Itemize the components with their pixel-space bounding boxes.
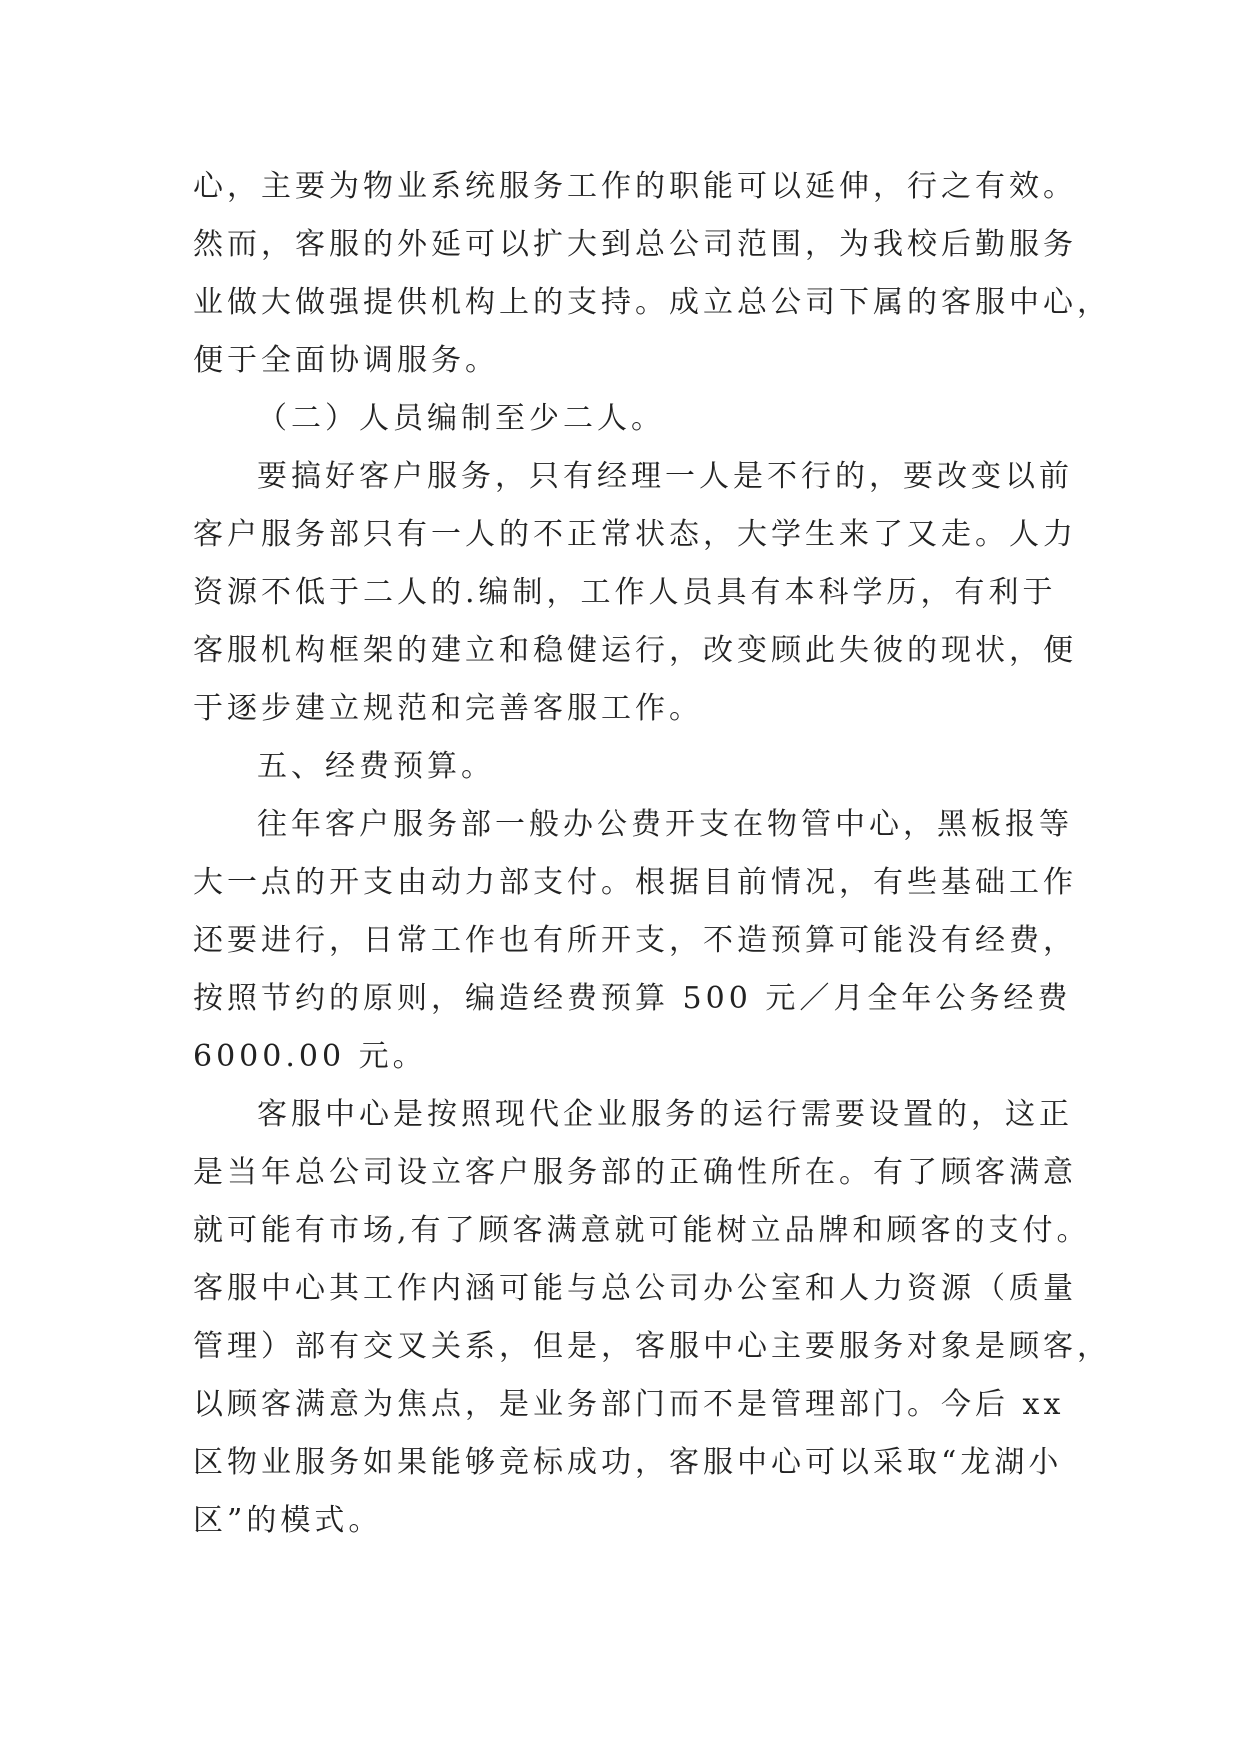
text-line: 客服中心是按照现代企业服务的运行需要设置的，这正 bbox=[257, 1097, 1073, 1132]
text-line: 大一点的开支由动力部支付。根据目前情况，有些基础工作 bbox=[193, 865, 1077, 900]
text-line: 心，主要为物业系统服务工作的职能可以延伸，行之有效。 bbox=[193, 169, 1077, 204]
text-line: 客服中心其工作内涵可能与总公司办公室和人力资源（质量 bbox=[193, 1271, 1077, 1306]
body-text bbox=[193, 158, 1111, 1550]
text-line: 还要进行，日常工作也有所开支，不造预算可能没有经费， bbox=[193, 923, 1077, 958]
text-line: 以顾客满意为焦点，是业务部门而不是管理部门。今后 xx bbox=[193, 1387, 1065, 1422]
section-heading-budget: 五、经费预算。 bbox=[257, 749, 495, 784]
text-line: 区”的模式。 bbox=[193, 1503, 383, 1538]
text-line: 要搞好客户服务，只有经理一人是不行的，要改变以前 bbox=[257, 459, 1073, 494]
text-line: 往年客户服务部一般办公费开支在物管中心，黑板报等 bbox=[257, 807, 1073, 842]
text-line: 于逐步建立规范和完善客服工作。 bbox=[193, 691, 703, 726]
text-line: 便于全面协调服务。 bbox=[193, 343, 499, 378]
text-line: 然而，客服的外延可以扩大到总公司范围，为我校后勤服务 bbox=[193, 227, 1077, 262]
text-line: 管理）部有交叉关系，但是，客服中心主要服务对象是顾客， bbox=[193, 1329, 1111, 1364]
section-heading-staffing: （二）人员编制至少二人。 bbox=[257, 401, 665, 436]
text-line: 区物业服务如果能够竞标成功，客服中心可以采取“龙湖小 bbox=[193, 1445, 1063, 1480]
text-line: 客服机构框架的建立和稳健运行，改变顾此失彼的现状，便 bbox=[193, 633, 1077, 668]
text-line: 客户服务部只有一人的不正常状态，大学生来了又走。人力 bbox=[193, 517, 1077, 552]
text-line: 按照节约的原则，编造经费预算 500 元／月全年公务经费 bbox=[193, 981, 1072, 1016]
text-line: 资源不低于二人的.编制，工作人员具有本科学历，有利于 bbox=[193, 575, 1057, 610]
text-line: 就可能有市场,有了顾客满意就可能树立品牌和顾客的支付。 bbox=[193, 1213, 1091, 1248]
text-line: 是当年总公司设立客户服务部的正确性所在。有了顾客满意 bbox=[193, 1155, 1077, 1190]
text-line: 6000.00 元。 bbox=[193, 1039, 427, 1074]
text-line: 业做大做强提供机构上的支持。成立总公司下属的客服中心， bbox=[193, 285, 1111, 320]
